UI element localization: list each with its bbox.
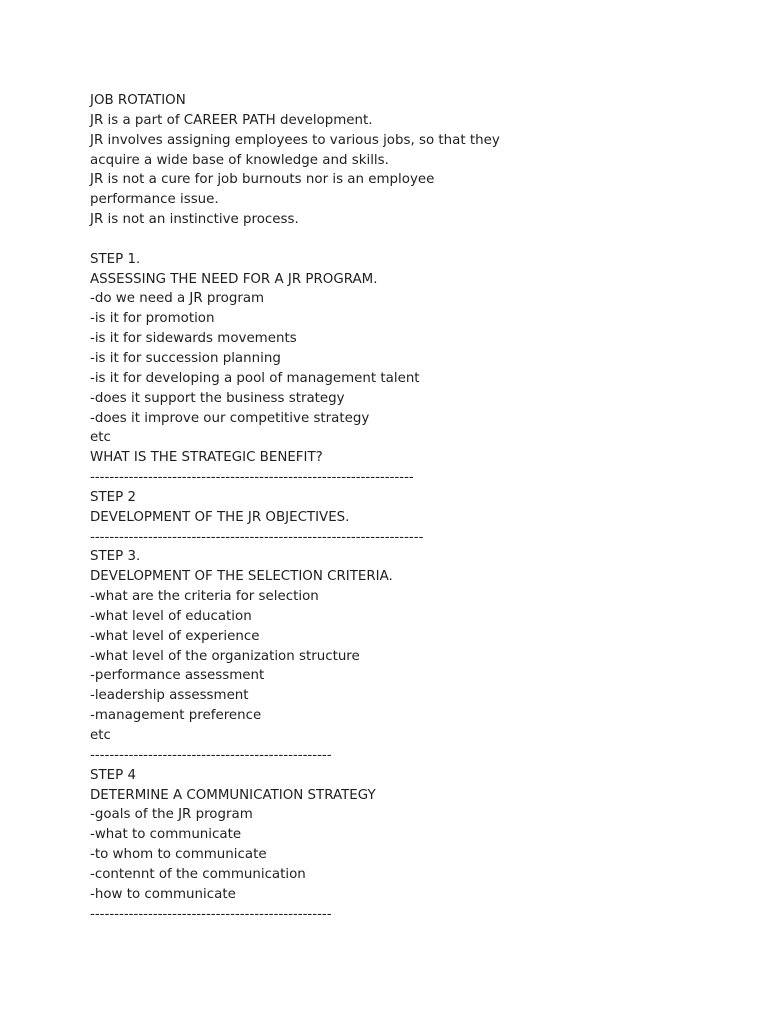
dashed-divider: --------------------------------------------------	[90, 906, 332, 922]
list-item: -what level of education	[90, 608, 252, 624]
document-title: JOB ROTATION	[90, 93, 186, 108]
text-line: etc	[90, 728, 111, 743]
step-heading: STEP 3.	[90, 549, 141, 565]
list-item: -is it for sidewards movements	[90, 331, 297, 347]
list-item: -how to communicate	[90, 886, 236, 902]
text-line: JR is not a cure for job burnouts nor is an employee	[90, 172, 435, 188]
list-item: -does it improve our competitive strategy	[90, 410, 370, 426]
text-line: JR is not an instinctive process.	[90, 212, 299, 228]
step-title: ASSESSING THE NEED FOR A JR PROGRAM.	[90, 271, 378, 287]
list-item: -performance assessment	[90, 668, 265, 684]
list-item: -what are the criteria for selection	[90, 589, 319, 605]
step-heading: STEP 1.	[90, 251, 141, 267]
step-title: DEVELOPMENT OF THE SELECTION CRITERIA.	[90, 569, 393, 585]
list-item: -leadership assessment	[90, 688, 249, 704]
step-title: DEVELOPMENT OF THE JR OBJECTIVES.	[90, 509, 350, 525]
list-item: -to whom to communicate	[90, 847, 267, 863]
text-line: etc	[90, 430, 111, 446]
list-item: -does it support the business strategy	[90, 390, 345, 406]
step-heading: STEP 4	[90, 767, 136, 783]
step-title: DETERMINE A COMMUNICATION STRATEGY	[90, 787, 376, 803]
list-item: -what level of experience	[90, 628, 260, 644]
dashed-divider: --------------------------------------------------	[90, 747, 332, 763]
text-line: JR involves assigning employees to various jobs, so that they	[90, 132, 500, 148]
list-item: -is it for developing a pool of management talent	[90, 370, 420, 386]
text-line: WHAT IS THE STRATEGIC BENEFIT?	[90, 450, 323, 466]
list-item: -is it for succession planning	[90, 350, 281, 366]
list-item: -what level of the organization structure	[90, 648, 360, 664]
list-item: -is it for promotion	[90, 311, 215, 327]
text-line: JR is a part of CAREER PATH development.	[90, 112, 373, 128]
dashed-divider: -------------------------------------------------------------------	[90, 470, 414, 486]
blank-line	[90, 230, 730, 250]
document-page	[90, 91, 730, 924]
list-item: -goals of the JR program	[90, 807, 253, 823]
list-item: -contennt of the communication	[90, 866, 306, 882]
step-heading: STEP 2	[90, 489, 136, 505]
dashed-divider: ---------------------------------------------------------------------	[90, 529, 424, 545]
list-item: -what to communicate	[90, 827, 242, 843]
list-item: -do we need a JR program	[90, 291, 265, 307]
text-line: performance issue.	[90, 192, 219, 208]
list-item: -management preference	[90, 708, 262, 724]
text-line: acquire a wide base of knowledge and skills.	[90, 152, 389, 168]
